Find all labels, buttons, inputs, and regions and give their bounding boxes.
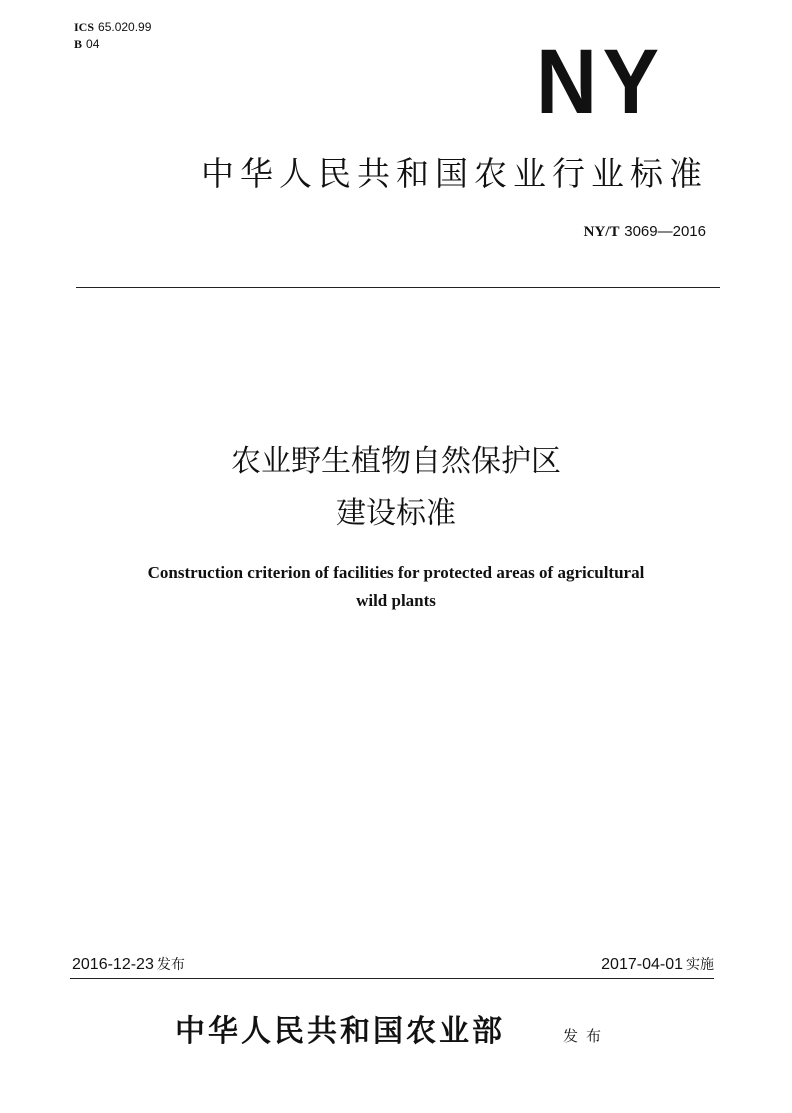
top-divider xyxy=(76,287,720,288)
implementation-date-label: 实施 xyxy=(686,957,714,973)
standard-number-value: 3069—2016 xyxy=(624,223,706,240)
ics-value: 65.020.99 xyxy=(98,20,152,34)
issue-date-value: 2016-12-23 xyxy=(72,956,154,973)
ics-code xyxy=(74,20,151,34)
class-label: B xyxy=(74,37,83,51)
standard-number-prefix: NY/T xyxy=(583,224,620,240)
standard-type-heading: 中华人民共和国农业行业标准 xyxy=(201,154,708,193)
standard-number xyxy=(520,222,706,241)
issue-date-label: 发布 xyxy=(156,957,185,973)
bottom-divider xyxy=(70,978,714,979)
title-en-line1: Construction criterion of facilities for protected areas of agricultural xyxy=(147,563,645,582)
implementation-date-value: 2017-04-01 xyxy=(601,956,683,973)
issue-date xyxy=(72,954,185,975)
class-value: 04 xyxy=(86,37,100,51)
title-cn-line1: 农业野生植物自然保护区 xyxy=(231,444,561,479)
ny-logo: NY xyxy=(536,31,665,133)
issuing-authority-suffix: 发布 xyxy=(563,1027,610,1045)
issuing-authority: 中华人民共和国农业部 xyxy=(175,1014,505,1049)
classification-code xyxy=(74,37,99,51)
implementation-date xyxy=(601,954,714,975)
title-en-line2: wild plants xyxy=(356,591,436,610)
ics-label: ICS xyxy=(74,20,95,34)
title-cn-line2: 建设标准 xyxy=(336,496,456,531)
